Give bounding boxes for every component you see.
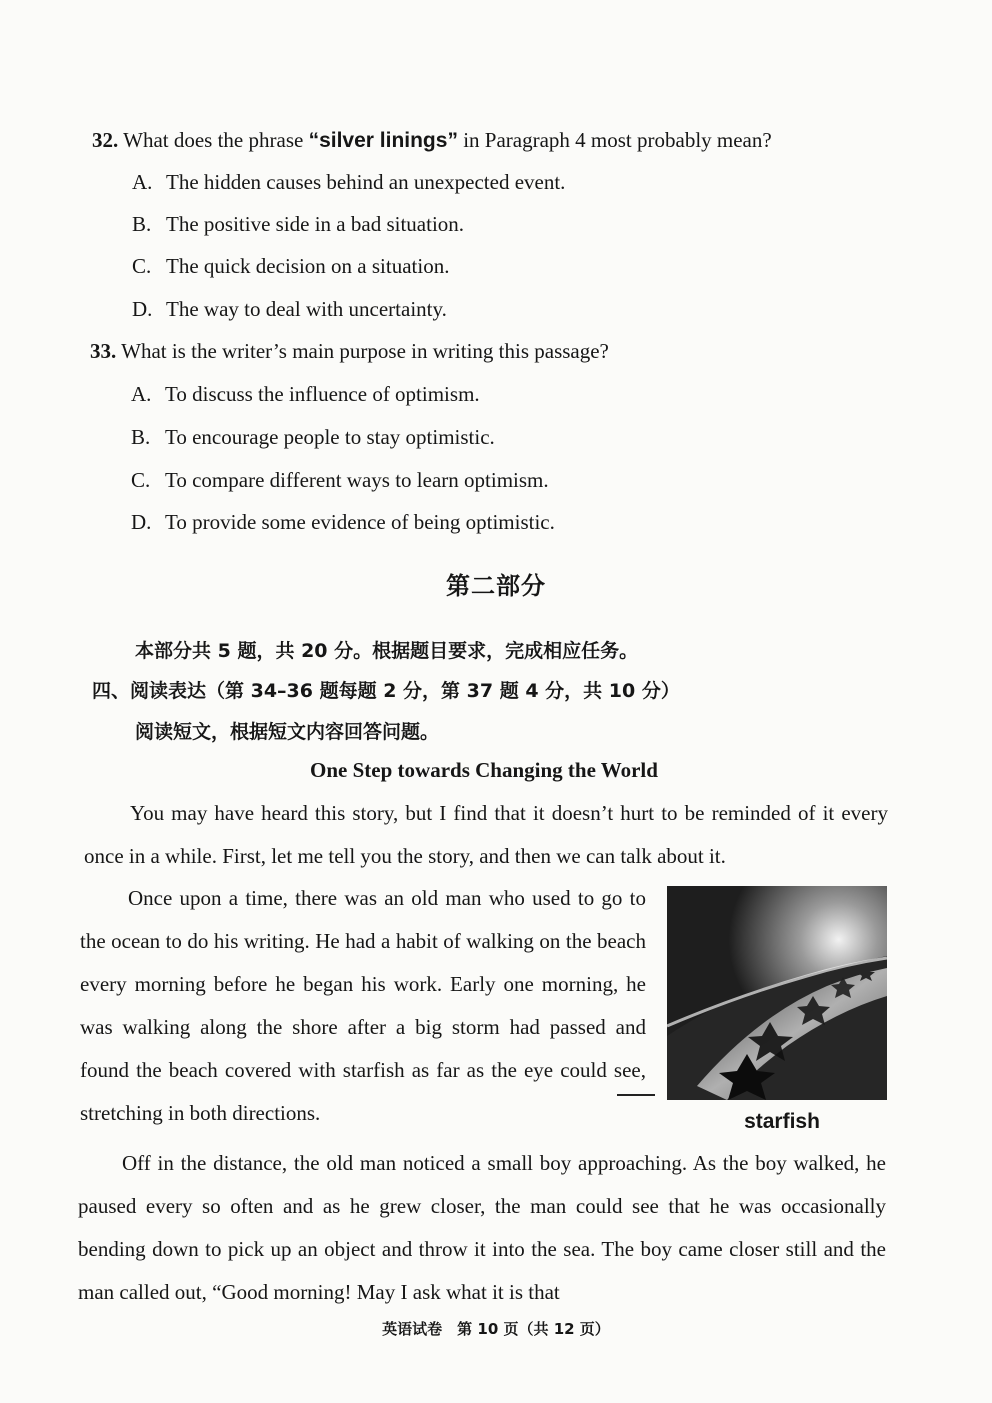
option-33-d[interactable] (131, 510, 555, 535)
part-title: 第二部分 (446, 572, 546, 600)
option-32-b[interactable] (132, 212, 464, 237)
option-label: C. (132, 254, 152, 278)
divider-dash (617, 1094, 655, 1096)
starfish-image (667, 886, 887, 1100)
story-paragraph-1: You may have heard this story, but I find that it doesn’t hurt to be reminded of it every once in a while. First, let me tell you the story, and then we can talk about it. (84, 801, 888, 868)
section-instruction: 阅读短文，根据短文内容回答问题。 (135, 721, 440, 743)
question-32 (92, 128, 772, 153)
image-caption: starfish (744, 1110, 820, 1133)
question-text: What is the writer’s main purpose in writing this passage? (121, 339, 609, 363)
option-33-a[interactable] (131, 382, 480, 407)
starfish-beach-illustration (667, 886, 887, 1100)
option-text: To compare different ways to learn optimism. (165, 468, 549, 492)
story-title: One Step towards Changing the World (310, 758, 658, 782)
story-paragraph-2: Once upon a time, there was an old man who used to go to the ocean to do his writing. He had a habit of walking on the beach every morning before he began his work. Early one morning, he was walking along the shore after a big storm had passed and found the beach covered with starfish as far as the eye could see, stretching in both directions. (80, 886, 646, 1125)
story-paragraph-3: Off in the distance, the old man noticed a small boy approaching. As the boy walked, he paused every so often and as he grew closer, the man could see that he was occasionally bending down to pick up an object and throw it into the sea. The boy came closer still and the man called out, “Good morning! May I ask what it is that (78, 1151, 886, 1304)
option-32-a[interactable] (132, 170, 565, 195)
question-number: 33. (90, 339, 117, 363)
option-label: C. (131, 468, 151, 492)
option-33-c[interactable] (131, 468, 549, 493)
option-text: To discuss the influence of optimism. (165, 382, 480, 406)
question-number: 32. (92, 128, 119, 152)
option-32-c[interactable] (132, 254, 449, 279)
option-label: B. (131, 425, 151, 449)
option-text: To encourage people to stay optimistic. (165, 425, 495, 449)
option-text: The quick decision on a situation. (166, 254, 450, 278)
option-text: The way to deal with uncertainty. (166, 297, 447, 321)
question-text-prefix: What does the phrase (123, 128, 309, 152)
part-intro: 本部分共 5 题，共 20 分。根据题目要求，完成相应任务。 (135, 640, 639, 662)
option-33-b[interactable] (131, 425, 495, 450)
page-footer: 英语试卷 第 10 页（共 12 页） (382, 1320, 610, 1338)
question-text-suffix: in Paragraph 4 most probably mean? (457, 128, 772, 152)
question-33 (90, 339, 609, 364)
option-label: D. (131, 510, 152, 534)
option-32-d[interactable] (132, 297, 447, 322)
option-text: The positive side in a bad situation. (166, 212, 465, 236)
option-text: To provide some evidence of being optimistic. (165, 510, 555, 534)
option-label: B. (132, 212, 152, 236)
section-heading: 四、阅读表达（第 34–36 题每题 2 分，第 37 题 4 分，共 10 分） (92, 680, 680, 702)
option-label: A. (131, 382, 152, 406)
option-text: The hidden causes behind an unexpected event. (166, 170, 566, 194)
option-label: A. (132, 170, 153, 194)
option-label: D. (132, 297, 153, 321)
question-phrase: “silver linings” (308, 129, 458, 152)
